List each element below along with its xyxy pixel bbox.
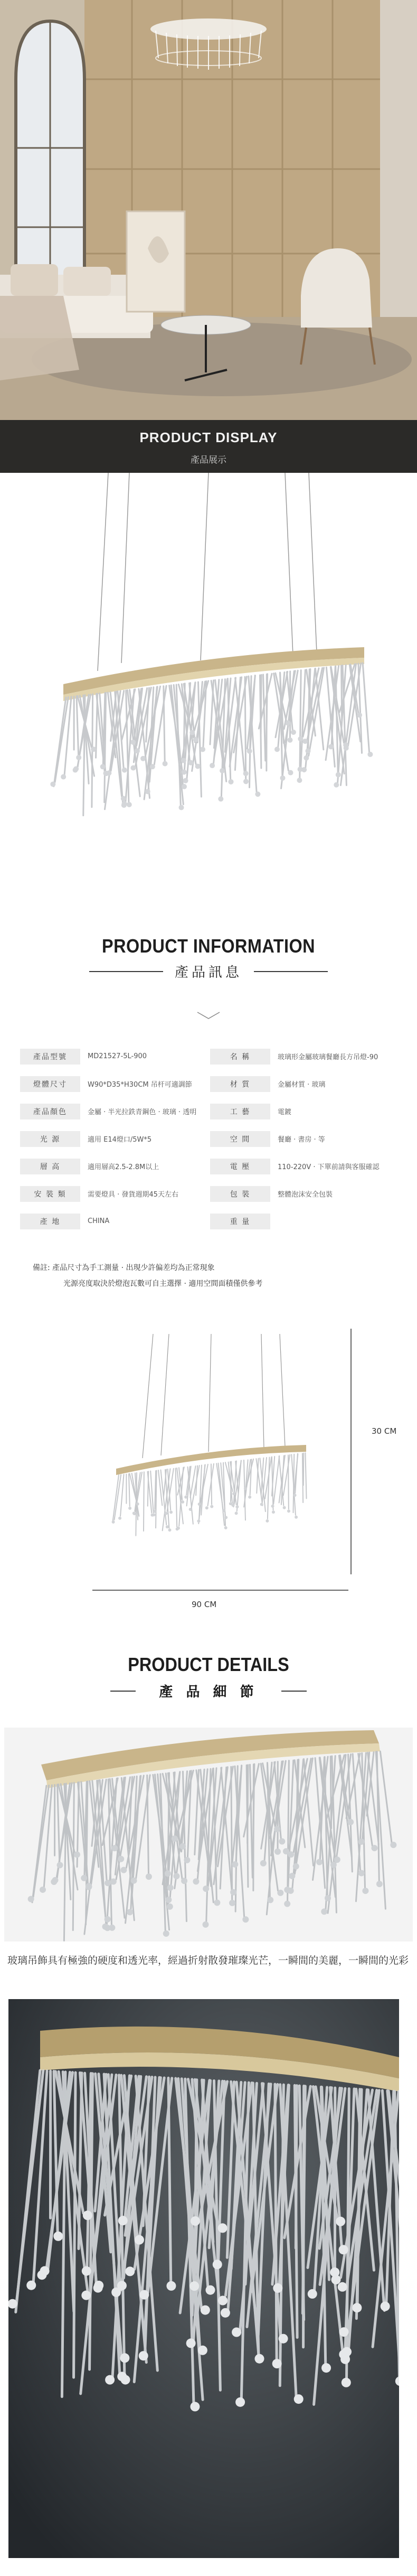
spec-value: 適用 E14燈口/5W*5 [88, 1136, 152, 1144]
glass-bead [338, 2282, 347, 2292]
glass-bead [193, 737, 198, 742]
glass-bead [352, 2303, 362, 2312]
glass-bead [358, 1870, 365, 1877]
glass-bead [150, 764, 155, 769]
spec-label: 層 高 [20, 1159, 80, 1174]
glass-bead [135, 2235, 144, 2245]
glass-bead [274, 1826, 280, 1832]
glass-bead [203, 1886, 209, 1892]
glass-bead [198, 2346, 207, 2355]
glass-bead [336, 2217, 345, 2226]
glass-bead [244, 1487, 247, 1490]
detail-image-2 [8, 1999, 399, 2558]
glass-rod [129, 1474, 130, 1506]
spec-row [20, 1182, 397, 1205]
glass-bead [242, 1916, 249, 1922]
glass-bead [182, 784, 187, 789]
note-line-2: 光源亮度取決於燈泡瓦數可自主選擇 · 適用空間面積僅供參考 [63, 1280, 263, 1288]
glass-bead [277, 1890, 283, 1896]
glass-bead [131, 1878, 137, 1884]
glass-bead [130, 765, 136, 770]
glass-bead [179, 805, 184, 810]
glass-bead [272, 1510, 275, 1514]
glass-bead [179, 1843, 186, 1850]
glass-bead [274, 746, 280, 752]
chandelier-main-image [0, 473, 417, 877]
glass-bead [390, 1842, 396, 1848]
glass-bead [232, 2328, 241, 2337]
glass-bead [122, 768, 127, 773]
glass-rod [77, 696, 79, 755]
glass-bead [153, 1510, 156, 1513]
glass-bead [342, 2378, 351, 2387]
glass-bead [198, 1502, 201, 1506]
glass-bead [235, 1511, 238, 1515]
glass-bead [367, 752, 373, 757]
glass-bead [165, 1870, 171, 1877]
glass-bead [81, 1875, 87, 1881]
glass-bead [289, 1873, 295, 1879]
spec-label: 空 間 [210, 1131, 270, 1147]
glass-bead [306, 748, 311, 753]
glass-rod [74, 2073, 76, 2377]
glass-bead [291, 730, 296, 735]
spec-note [33, 1260, 392, 1292]
info-title-zh: 產品訊息 [174, 965, 242, 981]
heading-divider-right [281, 1691, 307, 1692]
glass-bead [321, 2363, 331, 2373]
product-details-heading [0, 1654, 417, 1701]
note-line-1: 備註: 產品尺寸為手工測量 · 出現少許偏差均為正常現象 [33, 1264, 215, 1272]
glass-bead [183, 778, 188, 783]
glass-bead [232, 1861, 238, 1868]
glass-bead [193, 1878, 199, 1884]
spec-row [20, 1072, 397, 1095]
glass-bead [121, 796, 126, 801]
glass-bead [221, 2308, 230, 2318]
spec-label: 名 稱 [210, 1049, 270, 1065]
glass-rod [73, 1782, 74, 1930]
glass-bead [146, 1873, 152, 1880]
spec-value: MD21527-5L-900 [88, 1052, 147, 1060]
display-title-zh: 產品展示 [191, 455, 226, 465]
glass-rod [64, 697, 71, 775]
glass-bead [218, 2223, 228, 2233]
glass-rod [144, 687, 157, 799]
glass-bead [189, 1508, 192, 1511]
glass-bead [331, 2275, 340, 2284]
glass-bead [288, 1851, 294, 1858]
glass-bead [181, 758, 186, 763]
glass-bead [205, 1506, 209, 1509]
glass-bead [297, 778, 302, 783]
glass-bead [51, 1879, 57, 1885]
glass-bead [347, 1819, 354, 1825]
glass-bead [165, 1897, 172, 1903]
glass-rod [96, 694, 98, 758]
glass-bead [83, 2210, 92, 2220]
display-title-en: PRODUCT DISPLAY [139, 430, 278, 445]
glass-bead [272, 2359, 282, 2368]
glass-bead [248, 1496, 251, 1499]
spec-value: W90*D35*H30CM 吊杆可適調節 [88, 1081, 192, 1089]
glass-bead [273, 2283, 282, 2293]
glass-bead [321, 1908, 327, 1915]
glass-bead [200, 747, 205, 752]
spec-label: 電 壓 [210, 1159, 270, 1174]
glass-bead [184, 1857, 190, 1863]
spec-row [20, 1045, 397, 1068]
glass-bead [181, 1878, 187, 1884]
glass-bead [152, 1513, 155, 1516]
dimension-drawing [0, 1310, 417, 1611]
glass-bead [271, 1505, 274, 1508]
glass-bead [136, 1502, 139, 1506]
glass-bead [304, 755, 309, 761]
glass-bead [243, 779, 249, 784]
glass-bead [28, 1896, 34, 1902]
glass-bead [190, 2402, 200, 2411]
glass-bead [260, 1860, 267, 1866]
glass-bead [220, 768, 225, 773]
glass-bead [105, 1880, 111, 1886]
glass-bead [102, 1924, 108, 1930]
glass-bead [255, 791, 260, 797]
glass-bead [274, 1849, 281, 1855]
glass-bead [186, 2338, 196, 2348]
glass-bead [168, 1528, 171, 1532]
chevron-down-icon [194, 1009, 223, 1022]
heading-divider-left [89, 971, 163, 972]
glass-bead [163, 1930, 169, 1937]
glass-bead [86, 1884, 92, 1890]
glass-bead [188, 760, 194, 766]
spec-label: 產 地 [20, 1214, 80, 1229]
glass-bead [358, 1838, 365, 1845]
glass-bead [112, 1520, 115, 1524]
hero-room-image [0, 0, 417, 420]
glass-bead [371, 1845, 377, 1851]
spec-row [20, 1100, 397, 1123]
glass-bead [235, 1505, 239, 1508]
glass-bead [202, 1921, 209, 1928]
heading-divider-left [110, 1691, 136, 1692]
glass-bead [325, 1895, 331, 1901]
glass-bead [210, 1505, 213, 1508]
glass-rod [293, 1454, 294, 1513]
spec-value: 玻璃形金屬玻璃餐廳長方吊燈-90 [278, 1053, 378, 1061]
glass-bead [145, 789, 150, 794]
glass-bead [73, 768, 78, 773]
glass-bead [165, 1512, 168, 1515]
glass-bead [210, 763, 215, 768]
glass-bead [182, 769, 187, 774]
glass-rod [176, 1468, 177, 1527]
glass-bead [93, 2283, 103, 2293]
glass-bead [53, 2232, 63, 2241]
glass-bead [110, 1879, 117, 1885]
spec-label: 安 裝 類 [20, 1186, 80, 1202]
glass-bead [26, 2281, 36, 2290]
glass-bead [336, 772, 341, 777]
spec-value: CHINA [88, 1217, 110, 1225]
spec-row [20, 1155, 397, 1178]
spec-value: 適用層高2.5-2.8M以上 [88, 1163, 159, 1171]
glass-bead [181, 1500, 184, 1504]
glass-bead [229, 1900, 235, 1906]
glass-bead [293, 1494, 297, 1497]
spec-label: 光 源 [20, 1131, 80, 1147]
product-display-banner [0, 420, 417, 473]
glass-bead [140, 756, 146, 761]
glass-bead [298, 736, 303, 742]
glass-bead [339, 2245, 348, 2254]
glass-bead [235, 2397, 245, 2407]
glass-rod [245, 677, 246, 779]
glass-bead [301, 767, 307, 772]
spec-value: 電鍍 [278, 1108, 292, 1116]
glass-bead [169, 1510, 173, 1514]
glass-bead [105, 2375, 115, 2385]
glass-bead [295, 1516, 298, 1519]
glass-rod [55, 697, 68, 782]
glass-bead [280, 776, 285, 781]
glass-bead [163, 761, 168, 767]
glass-bead [122, 801, 127, 806]
spec-row [20, 1127, 397, 1150]
details-title-en: PRODUCT DETAILS [128, 1654, 289, 1675]
glass-bead [37, 2270, 46, 2280]
glass-bead [139, 2290, 149, 2300]
glass-bead [106, 770, 111, 776]
glass-bead [224, 1516, 228, 1519]
detail-image-1 [4, 1728, 413, 1942]
detail-description: 玻璃吊飾具有極強的硬度和透光率，經過折射散發璀璨光芒，一瞬間的美麗，一瞬間的光彩 [7, 1955, 409, 1966]
glass-bead [284, 1901, 290, 1907]
glass-rod [192, 1466, 200, 1507]
glass-bead [357, 713, 362, 718]
glass-bead [172, 1835, 178, 1842]
glass-bead [232, 1492, 235, 1495]
glass-bead [91, 746, 96, 752]
glass-bead [133, 1512, 136, 1515]
glass-bead [247, 749, 252, 754]
glass-bead [167, 1884, 174, 1891]
glass-bead [254, 2354, 264, 2364]
glass-bead [166, 2281, 176, 2291]
product-information-heading [0, 935, 417, 981]
details-title-zh: 產 品 細 節 [159, 1684, 258, 1700]
glass-bead [267, 1897, 273, 1903]
glass-bead [334, 782, 339, 788]
glass-bead [40, 1887, 46, 1893]
glass-bead [328, 744, 334, 750]
glass-bead [189, 730, 195, 735]
glass-rod [120, 1474, 124, 1516]
height-dimension-label: 30 CM [372, 1426, 397, 1436]
spec-label: 燈體尺寸 [20, 1076, 80, 1092]
glass-bead [381, 2302, 390, 2311]
glass-bead [201, 2306, 210, 2315]
glass-bead [125, 2266, 135, 2276]
glass-bead [218, 796, 223, 801]
glass-bead [279, 1838, 285, 1844]
glass-bead [285, 721, 290, 726]
glass-bead [127, 1909, 133, 1915]
glass-bead [213, 2260, 222, 2269]
glass-bead [340, 2355, 350, 2364]
glass-bead [177, 1527, 180, 1530]
glass-bead [81, 2291, 91, 2300]
glass-bead [214, 1900, 220, 1906]
glass-bead [76, 755, 81, 760]
glass-bead [118, 1517, 121, 1520]
glass-bead [229, 779, 234, 785]
glass-bead [120, 2353, 129, 2363]
glass-rod [363, 663, 369, 752]
glass-bead [166, 1525, 169, 1528]
glass-bead [100, 764, 106, 769]
glass-bead [288, 1888, 294, 1894]
spec-label: 材 質 [210, 1076, 270, 1092]
spec-label: 包 裝 [210, 1186, 270, 1202]
spec-value: 金屬材質 · 玻璃 [278, 1081, 326, 1089]
spec-label: 重 量 [210, 1214, 270, 1229]
glass-rod [231, 1767, 232, 1901]
glass-bead [111, 2288, 121, 2297]
spec-label: 工 藝 [210, 1104, 270, 1119]
glass-bead [243, 771, 249, 776]
spec-value: 110-220V · 下單前請與客服確認 [278, 1163, 380, 1171]
glass-bead [218, 2296, 228, 2306]
glass-bead [344, 745, 349, 751]
glass-bead [283, 1506, 286, 1509]
info-title-en: PRODUCT INFORMATION [102, 935, 315, 957]
glass-bead [139, 2351, 148, 2360]
spec-row [20, 1210, 397, 1233]
glass-bead [184, 1496, 187, 1499]
glass-bead [191, 2216, 200, 2226]
glass-bead [189, 2281, 199, 2291]
glass-rod [268, 1458, 270, 1519]
glass-bead [121, 2375, 130, 2385]
spec-value: 金屬 · 半光拉鉄青鋼色 · 玻璃 · 透明 [88, 1108, 197, 1116]
glass-bead [127, 802, 132, 807]
glass-rod [263, 675, 266, 761]
glass-bead [173, 1873, 179, 1879]
glass-bead [135, 748, 140, 753]
glass-bead [362, 1888, 368, 1894]
glass-bead [74, 1851, 80, 1858]
glass-bead [222, 1509, 225, 1512]
glass-bead [316, 1859, 323, 1865]
glass-bead [205, 2285, 215, 2295]
glass-bead [293, 1863, 299, 1870]
glass-bead [109, 1925, 115, 1931]
glass-rod [305, 1453, 306, 1499]
glass-bead [111, 1845, 118, 1851]
spec-value: 餐廳 · 書房 · 等 [278, 1136, 325, 1144]
glass-bead [230, 1889, 236, 1896]
spec-label: 產品型號 [20, 1049, 80, 1065]
glass-bead [266, 1519, 269, 1523]
glass-bead [197, 1519, 200, 1523]
glass-bead [50, 781, 55, 787]
glass-bead [288, 770, 293, 776]
glass-bead [61, 774, 66, 779]
glass-bead [56, 1862, 63, 1868]
glass-bead [118, 2216, 128, 2225]
glass-bead [294, 2394, 304, 2404]
glass-bead [224, 1526, 228, 1529]
glass-bead [120, 1867, 127, 1873]
width-dimension-label: 90 CM [192, 1600, 217, 1609]
glass-bead [195, 763, 201, 769]
glass-bead [260, 1502, 263, 1506]
glass-rod [190, 1466, 195, 1498]
glass-bead [302, 739, 308, 744]
spec-label: 產品顏色 [20, 1104, 80, 1119]
glass-bead [82, 2266, 91, 2276]
spec-value: 整體泡沫安全包裝 [278, 1191, 333, 1199]
glass-bead [118, 1856, 124, 1862]
glass-bead [279, 2334, 288, 2344]
spec-table [20, 1045, 397, 1237]
spec-value: 需要燈具 · 發貨週期45天左右 [88, 1191, 178, 1199]
glass-bead [167, 1903, 173, 1910]
glass-bead [130, 740, 136, 745]
glass-bead [376, 1881, 383, 1887]
glass-bead [334, 1856, 340, 1863]
glass-bead [105, 1916, 111, 1922]
glass-bead [287, 738, 292, 743]
glass-bead [287, 1509, 290, 1513]
glass-bead [330, 1862, 337, 1868]
glass-bead [128, 1507, 131, 1510]
glass-bead [229, 1502, 232, 1505]
heading-divider-right [254, 971, 328, 972]
glass-bead [339, 2327, 349, 2337]
glass-bead [308, 2289, 317, 2299]
